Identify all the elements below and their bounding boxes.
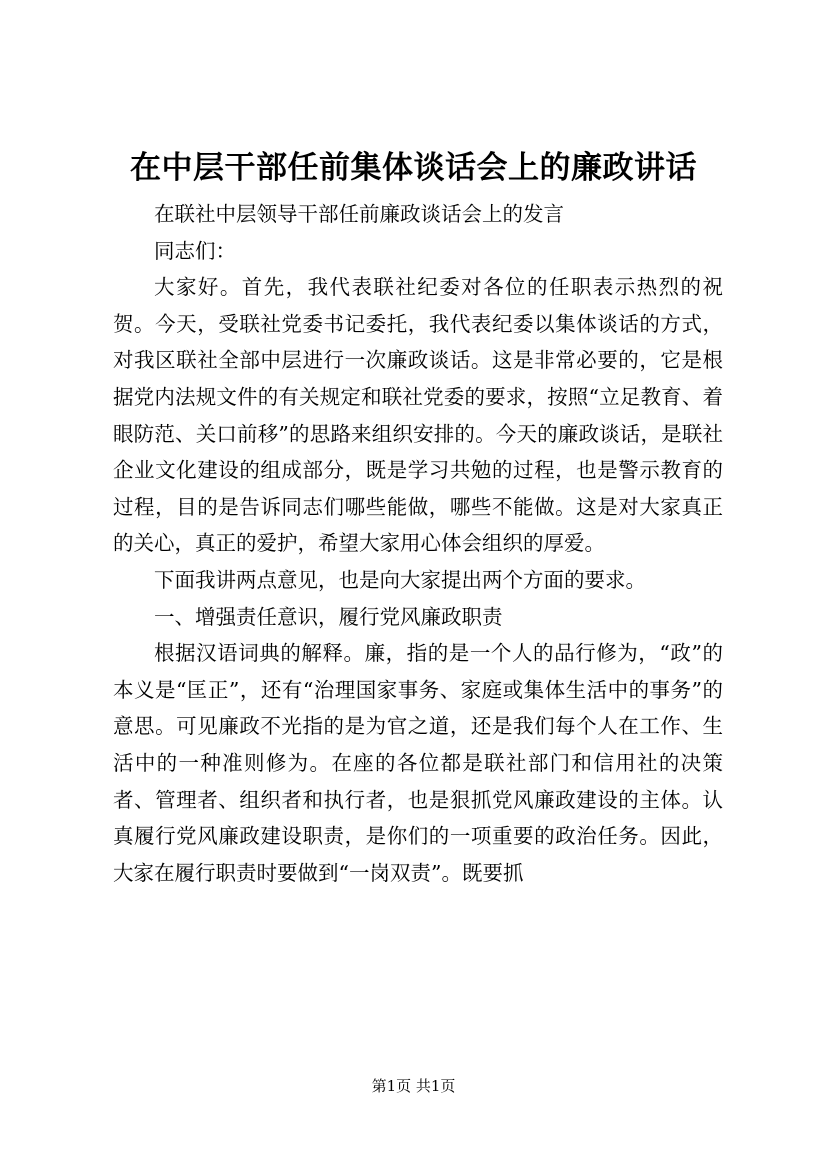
salutation-paragraph: 同志们： [154, 238, 236, 263]
page-number-footer: 第1页 共1页 [371, 1077, 456, 1095]
body-paragraph: 根据汉语词典的解释。廉，指的是一个人的品行修为，“政”的本义是“匡正”，还有“治理国家事务、家庭或集体生活中的事务”的意思。可见廉政不光指的是为官之道，还是我们每个人在工作、生活中的一种准则修为。在座的各位都是联社部门和信用社的决策者、管理者、组织者和执行者，也是狠抓党风廉政建设的主体。认真履行党风廉政建设职责，是你们的一项重要的政治任务。因此，大家在履行职责时要做到“一岗双责”。既要抓 [113, 641, 723, 885]
body-paragraph: 下面我讲两点意见，也是向大家提出两个方面的要求。 [154, 567, 646, 592]
subtitle-paragraph: 在联社中层领导干部任前廉政谈话会上的发言 [154, 202, 564, 226]
document-body [113, 196, 723, 891]
document-title: 在中层干部任前集体谈话会上的廉政讲话 [130, 150, 697, 186]
section-heading: 一、增强责任意识，履行党风廉政职责 [154, 604, 503, 629]
body-paragraph: 大家好。首先，我代表联社纪委对各位的任职表示热烈的祝贺。今天，受联社党委书记委托，我代表纪委以集体谈话的方式，对我区联社全部中层进行一次廉政谈话。这是非常必要的，它是根据党内法规文件的有关规定和联社党委的要求，按照“立足教育、着眼防范、关口前移”的思路来组织安排的。今天的廉政谈话，是联社企业文化建设的组成部分，既是学习共勉的过程，也是警示教育的过程，目的是告诉同志们哪些能做，哪些不能做。这是对大家真正的关心，真正的爱护，希望大家用心体会组织的厚爱。 [113, 275, 723, 556]
